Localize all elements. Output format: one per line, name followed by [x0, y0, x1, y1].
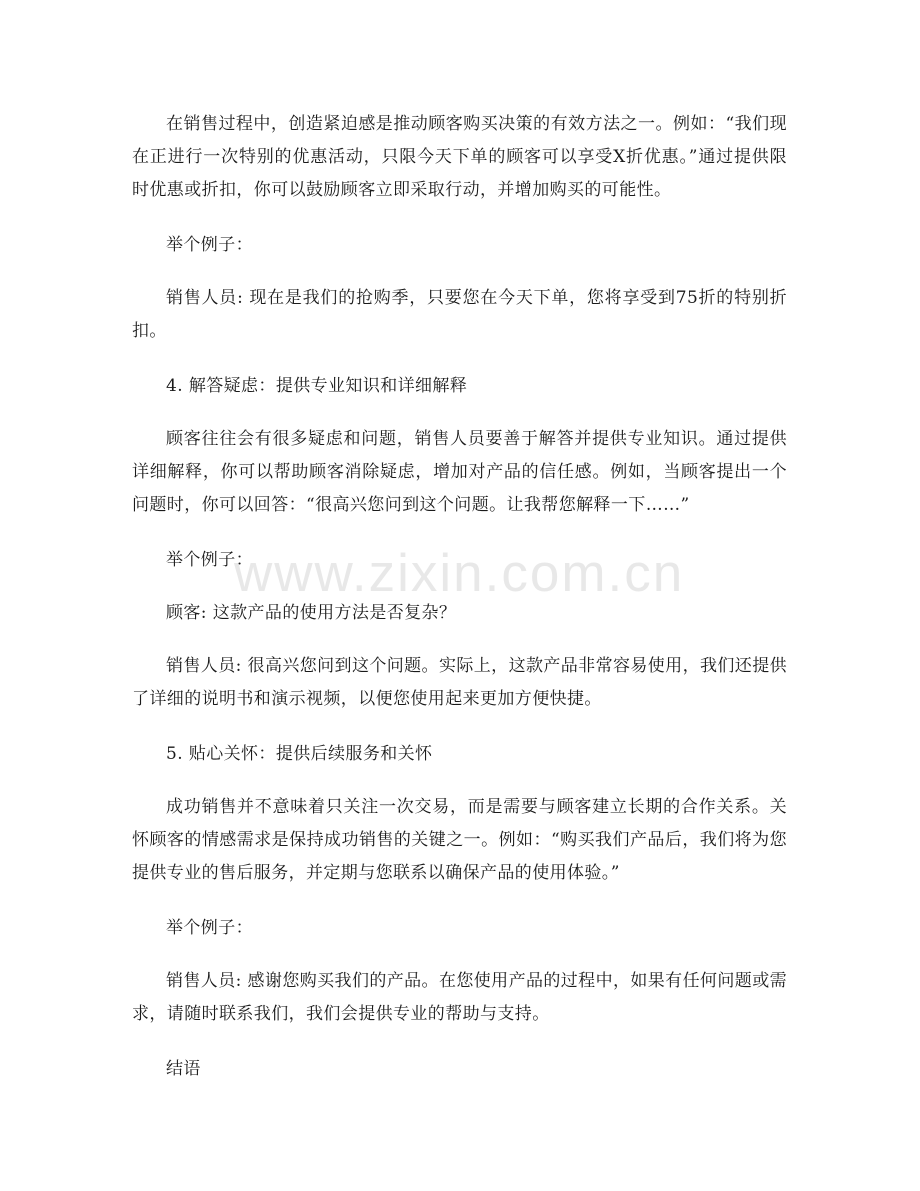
section-heading-caring: 5. 贴心关怀：提供后续服务和关怀 [166, 744, 433, 764]
paragraph-answer-doubts: 顾客往往会有很多疑虑和问题，销售人员要善于解答并提供专业知识。通过提供详细解释，你可以帮助顾客消除疑虑，增加对产品的信任感。例如，当顾客提出一个问题时，你可以回答：“很高兴您问到这个问题。让我帮您解释一下……” [132, 429, 787, 515]
section-heading-answer-doubts: 4. 解答疑虑：提供专业知识和详细解释 [166, 376, 468, 396]
paragraph-caring: 成功销售并不意味着只关注一次交易，而是需要与顾客建立长期的合作关系。关怀顾客的情感需求是保持成功销售的关键之一。例如：“购买我们产品后，我们将为您提供专业的售后服务，并定期与您联系以确保产品的使用体验。” [132, 797, 787, 883]
paragraph-sales-answer: 销售人员: 很高兴您问到这个问题。实际上，这款产品非常容易使用，我们还提供了详细的说明书和演示视频，以便您使用起来更加方便快捷。 [132, 656, 787, 709]
paragraph-sales-example-discount: 销售人员: 现在是我们的抢购季，只要您在今天下单，您将享受到75折的特别折扣。 [132, 288, 787, 341]
section-heading-conclusion: 结语 [166, 1059, 201, 1079]
example-label: 举个例子： [166, 235, 253, 255]
watermark-text: www.zixin.com.cn [234, 544, 685, 603]
paragraph-customer-question: 顾客: 这款产品的使用方法是否复杂？ [166, 603, 457, 623]
paragraph-urgency-intro: 在销售过程中，创造紧迫感是推动顾客购买决策的有效方法之一。例如：“我们现在正进行一次特别的优惠活动，只限今天下单的顾客可以享受X折优惠。”通过提供限时优惠或折扣，你可以鼓励顾客立即采取行动，并增加购买的可能性。 [132, 114, 787, 200]
example-label: 举个例子： [166, 918, 253, 938]
example-label: 举个例子： [166, 550, 253, 570]
document-body [132, 108, 787, 1086]
paragraph-sales-thanks: 销售人员: 感谢您购买我们的产品。在您使用产品的过程中，如果有任何问题或需求，请随时联系我们，我们会提供专业的帮助与支持。 [132, 971, 787, 1024]
